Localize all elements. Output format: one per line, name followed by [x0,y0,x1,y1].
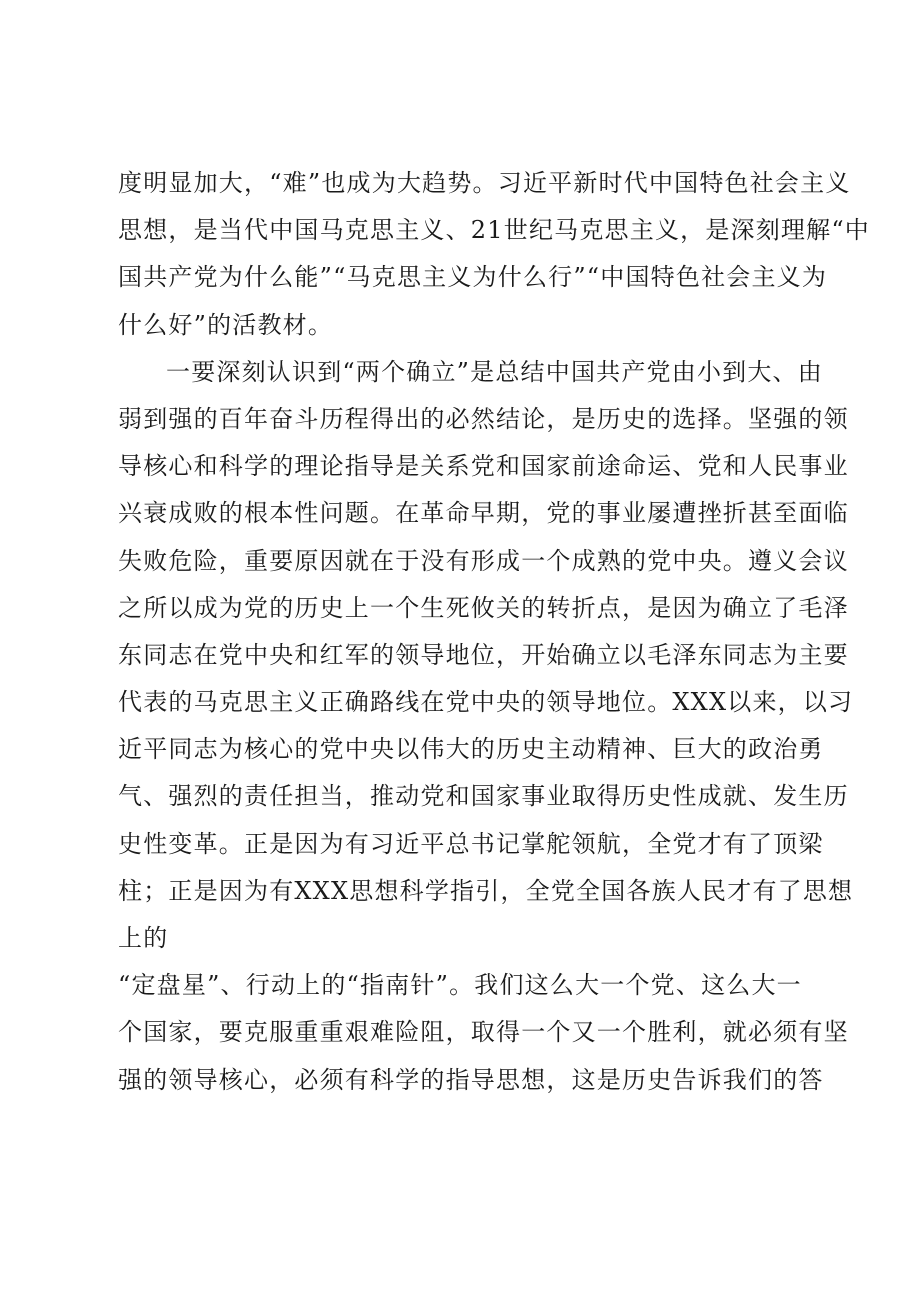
text-line: 导核心和科学的理论指导是关系党和国家前途命运、党和人民事业 [118,452,849,481]
body-text [118,160,871,1104]
text-line: 个国家，要克服重重艰难险阻，取得一个又一个胜利，就必须有坚 [118,1018,849,1047]
text-line: 气、强烈的责任担当，推动党和国家事业取得历史性成就、发生历 [118,782,849,811]
text-line: 弱到强的百年奋斗历程得出的必然结论，是历史的选择。坚强的领 [118,404,849,433]
text-line: 代表的马克思主义正确路线在党中央的领导地位。XXX以来，以习 [118,688,854,717]
text-line: 近平同志为核心的党中央以伟大的历史主动精神、巨大的政治勇 [118,735,824,764]
text-line: 失败危险，重要原因就在于没有形成一个成熟的党中央。遵义会议 [118,546,849,575]
text-line: 强的领导核心，必须有科学的指导思想，这是历史告诉我们的答 [118,1065,824,1094]
text-line: 什么好”的活教材。 [118,310,334,339]
text-line: 度明显加大，“难”也成为大趋势。习近平新时代中国特色社会主义 [118,169,851,197]
text-line: “定盘星”、行动上的“指南针”。我们这么大一个党、这么大一 [118,971,802,1000]
text-line: 史性变革。正是因为有习近平总书记掌舵领航，全党才有了顶梁 [118,829,824,858]
text-line: 柱；正是因为有XXX思想科学指引，全党全国各族人民才有了思想 [118,876,854,905]
text-line: 之所以成为党的历史上一个生死攸关的转折点，是因为确立了毛泽 [118,593,849,622]
text-line: 兴衰成败的根本性问题。在革命早期，党的事业屡遭挫折甚至面临 [118,499,849,528]
text-line: 思想，是当代中国马克思主义、21世纪马克思主义，是深刻理解“中 [118,216,871,245]
text-line: 上的 [118,924,169,952]
text-line: 东同志在党中央和红军的领导地位，开始确立以毛泽东同志为主要 [118,640,849,669]
text-line: 国共产党为什么能”“马克思主义为什么行”“中国特色社会主义为 [118,263,828,292]
paragraph-first-line: 一要深刻认识到“两个确立”是总结中国共产党由小到大、由 [166,357,823,386]
